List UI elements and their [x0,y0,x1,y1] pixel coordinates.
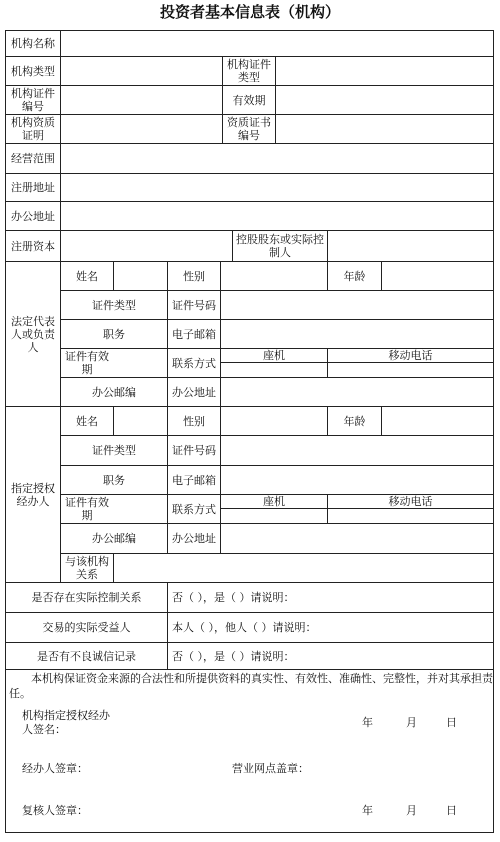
legal-rep-landline-label: 座机 [263,349,285,362]
validity-label: 有效期 [232,93,266,107]
legal-rep-id-type-label: 证件类型 [92,298,136,312]
agent-postcode-label: 办公邮编 [92,532,136,545]
agent-mobile-label: 移动电话 [388,495,433,508]
legal-rep-contact-label: 联系方式 [172,356,216,370]
reg-capital-label: 注册资本 [11,239,55,253]
business-scope-label: 经营范围 [11,152,55,165]
agent-id-type-label: 证件类型 [92,444,136,457]
date-month-2: 月 [406,803,417,817]
agent-email-label: 电子邮箱 [172,473,216,487]
legal-rep-position-label: 职务 [103,327,125,341]
legal-rep-section-label: 法定代表人或负责人 [11,314,55,354]
qualification-no-label: 资质证书编号 [227,116,271,142]
q-credit-answer: 否（ ），是（ ）请说明： [172,649,295,663]
page-title: 投资者基本信息表（机构） [159,3,340,21]
legal-rep-id-valid-label: 证件有效期 [65,350,109,376]
q-beneficiary-answer: 本人（ ），他人（ ）请说明： [172,621,317,634]
org-type-label: 机构类型 [11,64,55,78]
legal-rep-age-label: 年龄 [343,269,366,283]
controller-label: 控股股东或实际控制人 [236,233,324,259]
table-border-right [493,30,494,833]
handler-sign-label: 经办人签章： [22,761,88,775]
agent-gender-label: 性别 [183,414,205,428]
legal-rep-id-no-label: 证件号码 [172,298,216,312]
declaration-text: 本机构保证资金来源的合法性和所提供资料的真实性、有效性、准确性、完整性，并对其承担责任。 [9,672,493,700]
q-beneficiary-label: 交易的实际受益人 [42,621,131,634]
table-border-bottom [5,832,494,833]
agent-office-addr-label: 办公地址 [172,532,216,545]
agent-id-valid-label: 证件有效期 [65,496,109,522]
q-control-label: 是否存在实际控制关系 [31,591,142,604]
legal-rep-gender-label: 性别 [183,269,205,283]
date-day-2: 日 [446,803,457,817]
office-address-label: 办公地址 [11,209,55,223]
legal-rep-postcode-label: 办公邮编 [92,385,136,399]
agent-sign-label: 机构指定授权经办人签名： [22,709,110,736]
reg-address-label: 注册地址 [11,181,55,194]
agent-name-label: 姓名 [76,414,98,428]
qualification-label: 机构资质证明 [11,116,55,142]
agent-position-label: 职务 [103,473,125,487]
agent-relation-label: 与该机构关系 [65,555,109,581]
table-border-top [5,30,494,31]
q-credit-label: 是否有不良诚信记录 [37,649,136,663]
legal-rep-mobile-label: 移动电话 [388,349,433,362]
date-year-1: 年 [362,715,373,729]
legal-rep-name-label: 姓名 [76,269,98,283]
date-day-1: 日 [446,715,457,729]
reviewer-sign-label: 复核人签章： [22,803,88,817]
agent-contact-label: 联系方式 [172,502,216,516]
legal-rep-office-addr-label: 办公地址 [172,385,216,399]
date-year-2: 年 [362,803,373,817]
agent-landline-label: 座机 [263,495,285,508]
org-cert-no-label: 机构证件编号 [11,87,55,113]
agent-id-no-label: 证件号码 [172,444,216,457]
branch-seal-label: 营业网点盖章： [232,761,309,775]
agent-section-label: 指定授权经办人 [11,481,55,508]
org-name-label: 机构名称 [11,37,55,50]
date-month-1: 月 [406,715,417,729]
org-cert-type-label: 机构证件类型 [227,58,271,84]
legal-rep-email-label: 电子邮箱 [172,327,216,341]
q-control-answer: 否（ ），是（ ）请说明： [172,591,295,604]
agent-age-label: 年龄 [343,414,366,428]
